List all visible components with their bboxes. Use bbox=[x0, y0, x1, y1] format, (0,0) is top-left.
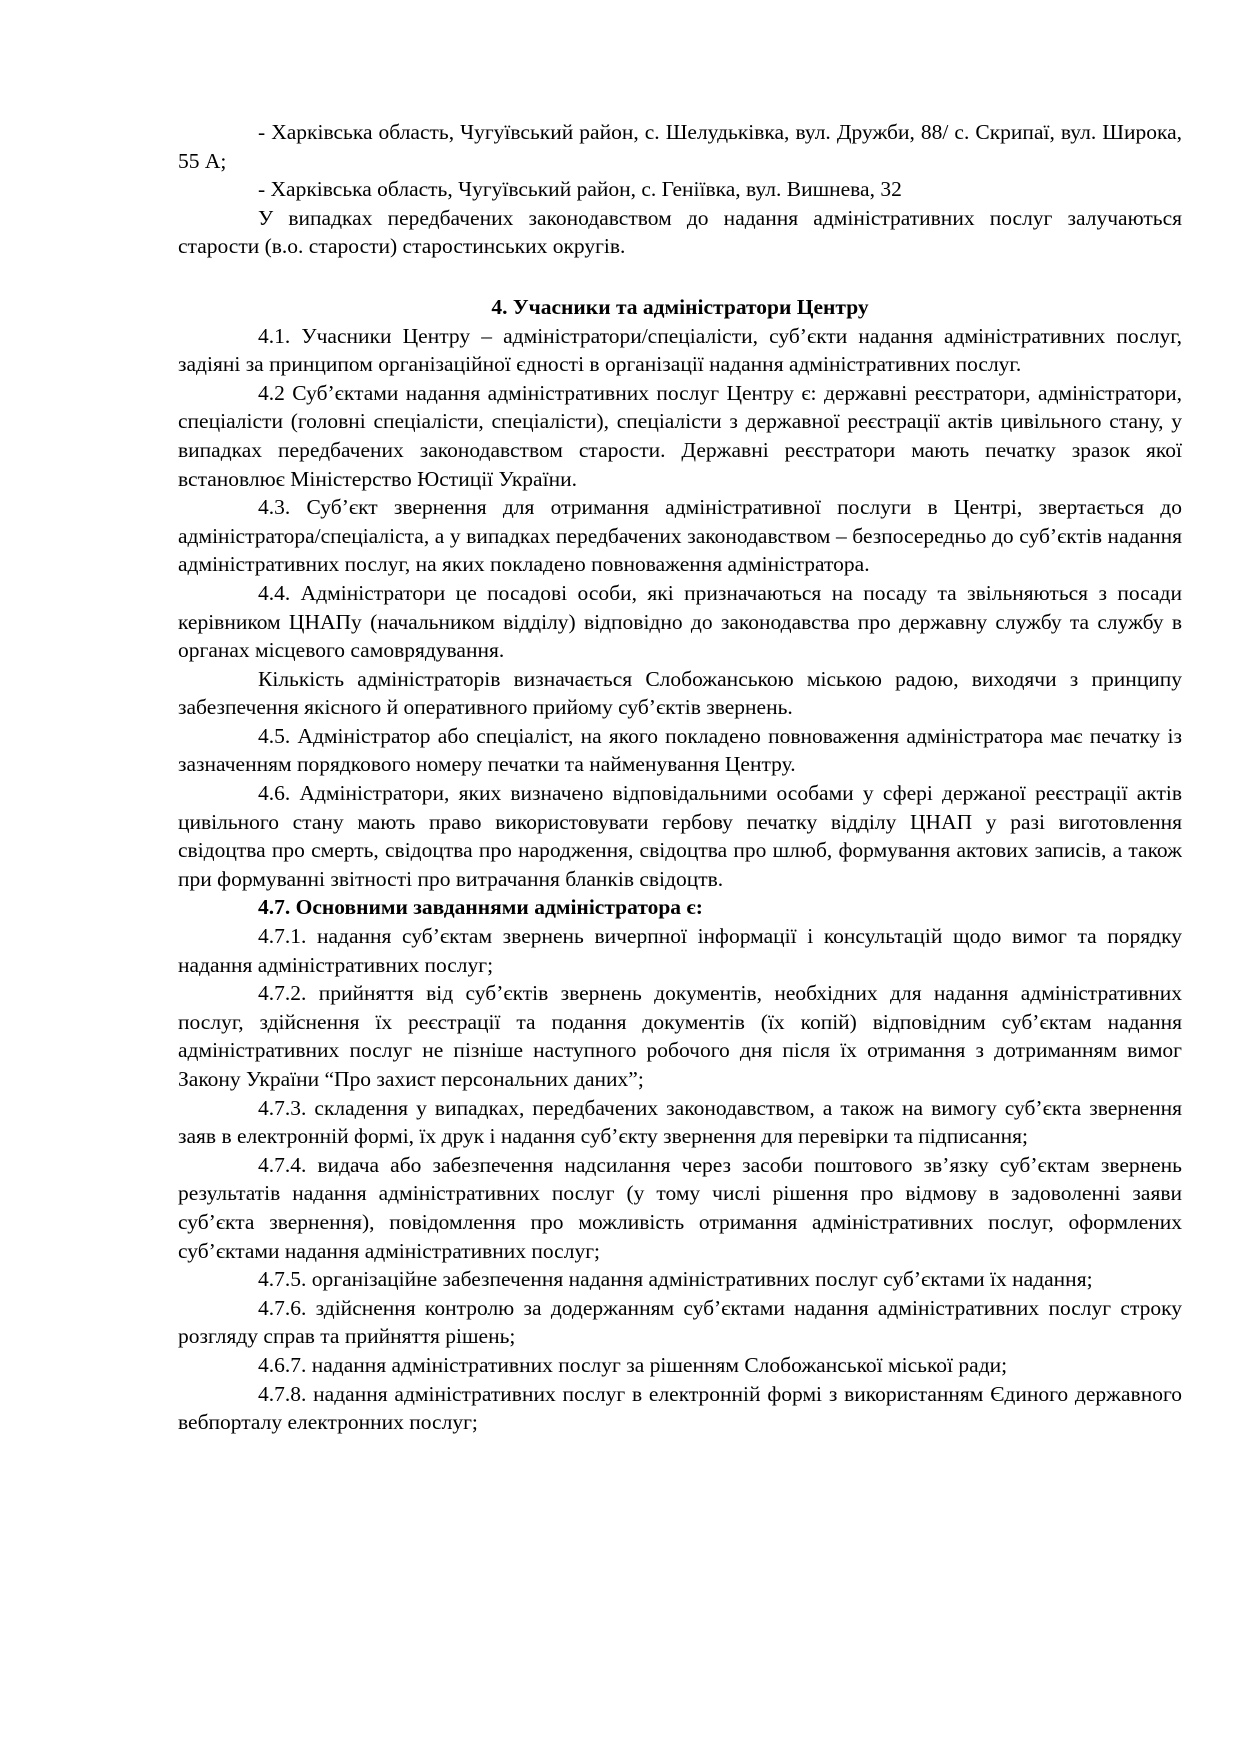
paragraph-4-7-4: 4.7.4. видача або забезпечення надсилання через засоби поштового зв’язку суб’єктам звернень результатів надання адміністративних послуг (у тому числі рішення про відмову в задоволенні заяви суб’єкта звернення), повідомлення про можливість отримання адміністративних послуг, оформлених суб’єктами надання адміністративних послуг; bbox=[178, 1152, 1182, 1263]
paragraph-4-1: 4.1. Учасники Центру – адміністратори/спеціалісти, суб’єкти надання адміністративних послуг, задіяні за принципом організаційної єдності в організації надання адміністративних послуг. bbox=[178, 323, 1182, 377]
paragraph-4-6-7: 4.6.7. надання адміністративних послуг за рішенням Слобожанської міської ради; bbox=[258, 1352, 1008, 1377]
paragraph-4-6: 4.6. Адміністратори, яких визначено відповідальними особами у сфері держаної реєстрації актів цивільного стану мають право використовувати гербову печатку відділу ЦНАП у разі виготовлення свідоцтва про смерть, свідоцтва про народження, свідоцтва про шлюб, формування актових записів, а також при формуванні звітності про витрачання бланків свідоцтв. bbox=[178, 781, 1182, 891]
paragraph-4-4: 4.4. Адміністратори це посадові особи, які призначаються на посаду та звільняються з посади керівником ЦНАПу (начальником відділу) відповідно до законодавства про державну службу та службу в органах місцевого самоврядування. bbox=[178, 580, 1182, 663]
address-paragraph-2: - Харківська область, Чугуївський район, с. Геніївка, вул. Вишнева, 32 bbox=[258, 177, 902, 202]
address-paragraph-1: - Харківська область, Чугуївський район, с. Шелудьківка, вул. Дружби, 88/ с. Скрипаї, вул. Широка, 55 А; bbox=[178, 120, 1182, 173]
paragraph-4-3: 4.3. Суб’єкт звернення для отримання адміністративної послуги в Центрі, звертається до адміністратора/спеціаліста, а у випадках передбачених законодавством – безпосередньо до суб’єктів надання адміністративних послуг, на яких покладено повноваження адміністратора. bbox=[178, 495, 1182, 577]
paragraph-4-7-2: 4.7.2. прийняття від суб’єктів звернень документів, необхідних для надання адміністративних послуг, здійснення їх реєстрації та подання документів (їх копій) відповідним суб’єктам надання адміністративних послуг не пізніше наступного робочого дня після їх отримання з дотриманням вимог Закону України “Про захист персональних даних”; bbox=[178, 981, 1182, 1091]
paragraph-admin-count: Кількість адміністраторів визначається Слобожанською міською радою, виходячи з принципу забезпечення якісного й оперативного прийому суб’єктів звернень. bbox=[178, 666, 1182, 720]
paragraph-elders: У випадках передбачених законодавством до надання адміністративних послуг залучаються старости (в.о. старости) старостинських округів. bbox=[178, 205, 1182, 259]
paragraph-4-2: 4.2 Суб’єктами надання адміністративних послуг Центру є: державні реєстратори, адміністратори, спеціалісти (головні спеціалісти, спеціалісти), спеціалісти з державної реєстрації актів цивільного стану, у випадках передбачених законодавством старости. Державні реєстратори мають печатку зразок якої встановлює Міністерство Юстиції України. bbox=[178, 380, 1182, 491]
paragraph-4-7-3: 4.7.3. складення у випадках, передбачених законодавством, а також на вимогу суб’єкта звернення заяв в електронній формі, їх друк і надання суб’єкту звернення для перевірки та підписання; bbox=[178, 1095, 1182, 1149]
paragraph-4-7-5: 4.7.5. організаційне забезпечення надання адміністративних послуг суб’єктами їх надання; bbox=[258, 1267, 1093, 1292]
paragraph-4-7-heading: 4.7. Основними завданнями адміністратора є: bbox=[258, 895, 703, 920]
section-heading: 4. Учасники та адміністратори Центру bbox=[491, 294, 869, 319]
paragraph-4-7-8: 4.7.8. надання адміністративних послуг в електронній формі з використанням Єдиного державного вебпорталу електронних послуг; bbox=[178, 1381, 1182, 1435]
paragraph-4-7-1: 4.7.1. надання суб’єктам звернень вичерпної інформації і консультацій щодо вимог та порядку надання адміністративних послуг; bbox=[178, 924, 1182, 977]
paragraph-4-5: 4.5. Адміністратор або спеціаліст, на якого покладено повноваження адміністратора має печатку із зазначенням порядкового номеру печатки та найменування Центру. bbox=[178, 723, 1182, 777]
paragraph-4-7-6: 4.7.6. здійснення контролю за додержанням суб’єктами надання адміністративних послуг строку розгляду справ та прийняття рішень; bbox=[178, 1295, 1182, 1349]
document-page bbox=[178, 118, 1182, 1437]
